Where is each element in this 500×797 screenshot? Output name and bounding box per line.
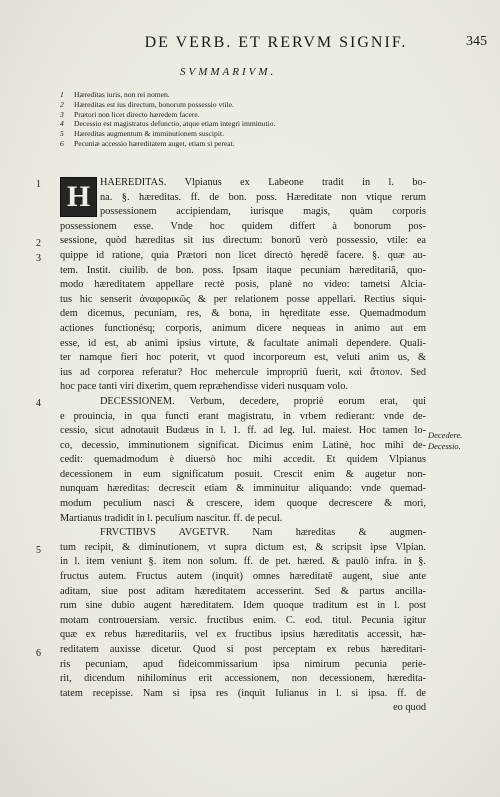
text-line: fructus autem. Fructus autem (inquit) omnes hæreditatē augent, siue ante xyxy=(60,571,426,583)
body-text xyxy=(60,176,426,716)
summary-item-number: 2 xyxy=(60,99,64,109)
text-line: motam controuersiam. versic. fructibus enim. C. eod. titul. Pecunia igitur xyxy=(60,614,426,626)
text-line: possessionem esse. Vnde hoc quidem differt à bonorum pos- xyxy=(60,220,426,232)
margin-note: Decessio. xyxy=(428,441,461,451)
text-line: reditatem auxisse dicetur. Quod si post perceptam ex rebus hæreditari- xyxy=(60,644,426,655)
text-line: FRVCTIBVS AVGETVR. Nam hæreditas & augmen- xyxy=(100,527,426,539)
text-line: ris pecuniam, apud fideicommissarium ipsa nimirum pecunia perie- xyxy=(60,658,426,670)
catchword: eo quod xyxy=(393,702,426,714)
text-line: e prouincia, in qua functi erant magistratu, in vrbem redierant: vnde de- xyxy=(60,410,426,422)
text-line: decessionem in eum significatum posuit. Crescit enim & augetur non- xyxy=(60,468,426,480)
margin-note: Decedere. xyxy=(428,430,463,440)
summary-item-number: 3 xyxy=(60,109,64,119)
text-line: Martianus tradidit in l. peculium nascitur. ff. de pecul. xyxy=(60,512,283,524)
text-line: possessionem accipiendam, iurisque magis, quàm corporis xyxy=(100,206,426,218)
text-line: ius ad corporea referatur? Hoc mehercule impropriũ fuerit, καὶ ἄτοπον. Sed xyxy=(60,366,426,378)
margin-number: 1 xyxy=(36,179,41,190)
text-line: aditam, siue post aditam hæreditatem accesserint. Sed & partus ancilla- xyxy=(60,585,426,597)
summary-item xyxy=(60,119,410,129)
text-line: modum peculium nasci & crescere, idem quoque decrescere & mori, xyxy=(60,498,426,510)
summary-item-number: 4 xyxy=(60,119,64,129)
summary-item-text: Pecuniæ accessio hæreditatem auget, etiam si pereat. xyxy=(74,138,235,148)
margin-number: 5 xyxy=(36,545,41,556)
text-line: in l. item veniunt §. item non solum. ff. de pet. hæred. & paulò infra. in §. xyxy=(60,556,426,568)
summarium-title: SVMMARIVM. xyxy=(180,66,277,78)
text-line: esse, id est, ab animi ipsius virtute, & facultate animali dependere. Quali- xyxy=(60,337,426,349)
margin-number: 2 xyxy=(36,238,41,249)
margin-number: 4 xyxy=(36,398,41,409)
text-line: rum sine dubio augent hæreditatem. Idem quoque traditum est in l. post xyxy=(60,600,426,612)
summary-item-text: Decessio est magistratus defunctio, atque etiam integri imminutio. xyxy=(74,119,276,129)
margin-number: 3 xyxy=(36,253,41,264)
text-line: dem dicemus, pecuniam, res, & bona, in hęreditate esse. Quemadmodum xyxy=(60,308,426,320)
text-line: tus hic senserit ἀναφορικῶς & per relationem posse appellari. Rectius siqui- xyxy=(60,293,426,305)
text-line: quippe id ratione, quia Prætori non licet directò hęredē facere. §. quæ au- xyxy=(60,249,426,261)
summary-item-number: 5 xyxy=(60,129,64,139)
summary-item xyxy=(60,129,410,139)
summary-item xyxy=(60,100,410,110)
decorated-initial: H xyxy=(60,177,97,217)
margin-notes xyxy=(428,430,488,452)
text-line: co, decessio, imminutionem significat. Dicimus enim Latinè, hoc mihi de- xyxy=(60,439,426,451)
page-number: 345 xyxy=(466,34,487,49)
text-line: nunquam hæreditas: decrescit etiam & imminuitur aliquando: vnde quemad- xyxy=(60,483,426,495)
text-line: cessio, sicut adnotauit Budæus in l. 1. ff. ad leg. Iul. maiest. Hoc tamen lo- xyxy=(60,425,426,437)
text-line: tum recipit, & diminutionem, vt supra dictum est, & scripsit ipse Vlpian. xyxy=(60,541,426,553)
summary-item xyxy=(60,139,410,149)
text-line: modo hæreditatem appellare rectè posis, planè no video: tametsi Alcia- xyxy=(60,279,426,291)
summary-item-text: Hæreditas est ius directum, bonorum possessio vtile. xyxy=(74,99,234,109)
text-line: tatem recepisse. Nam si ipsa res (inquit Iulianus in l. si ipsa. ff. de xyxy=(60,687,426,699)
text-line: rit, dicendum nihilominus erit accessionem, non decessionem, hæredita- xyxy=(60,673,426,685)
summary-item-text: Prætori non licet directo hæredem facere. xyxy=(74,109,200,119)
summary-item-number: 1 xyxy=(60,90,64,99)
text-line: tem. Instit. ciuilib. de bon. poss. Ipsam itaque pecuniam hæreditariã, quo- xyxy=(60,264,426,276)
text-line: hoc pace tanti viri dixerim, quem repræhendisse videri nusquam volo. xyxy=(60,381,348,393)
summary-item-text: Hæreditas iuris, non rei nomen. xyxy=(74,90,170,99)
summary-item-number: 6 xyxy=(60,138,64,148)
text-line: sessione, quòd hæreditas sit ius directum: bonorũ verò possessio, vtile: ea xyxy=(60,235,426,247)
text-line: cedit: quemadmodum è diuersò hoc mihi accedit. Et quidem Vlpianus xyxy=(60,454,426,466)
summary-item xyxy=(60,110,410,120)
summary-item xyxy=(60,90,410,100)
running-head: DE VERB. ET RERVM SIGNIF. xyxy=(144,34,408,51)
margin-number: 6 xyxy=(36,648,41,659)
text-line: DECESSIONEM. Verbum, decedere, propriè eorum erat, qui xyxy=(100,395,426,407)
text-line: ter namque fieri hoc poterit, vt quod incorporeum est, veluti anim us, & xyxy=(60,352,426,364)
summary-list xyxy=(60,90,410,149)
summary-item-text: Hæreditas augmentum & imminutionem suscipit. xyxy=(74,129,224,139)
text-line: na. §. hæreditas. ff. de bon. poss. Hæreditate non vtique rerum xyxy=(100,191,426,203)
text-line: quæ ex rebus hæreditariis, vel ex fructibus ipsius hæreditatis accessit, hæ- xyxy=(60,629,426,641)
text-line: HAEREDITAS. Vlpianus ex Labeone tradit in l. bo- xyxy=(100,177,426,188)
text-line: actiones functionésq; corporis, animum dicere nequeas in animo aut em xyxy=(60,322,426,334)
